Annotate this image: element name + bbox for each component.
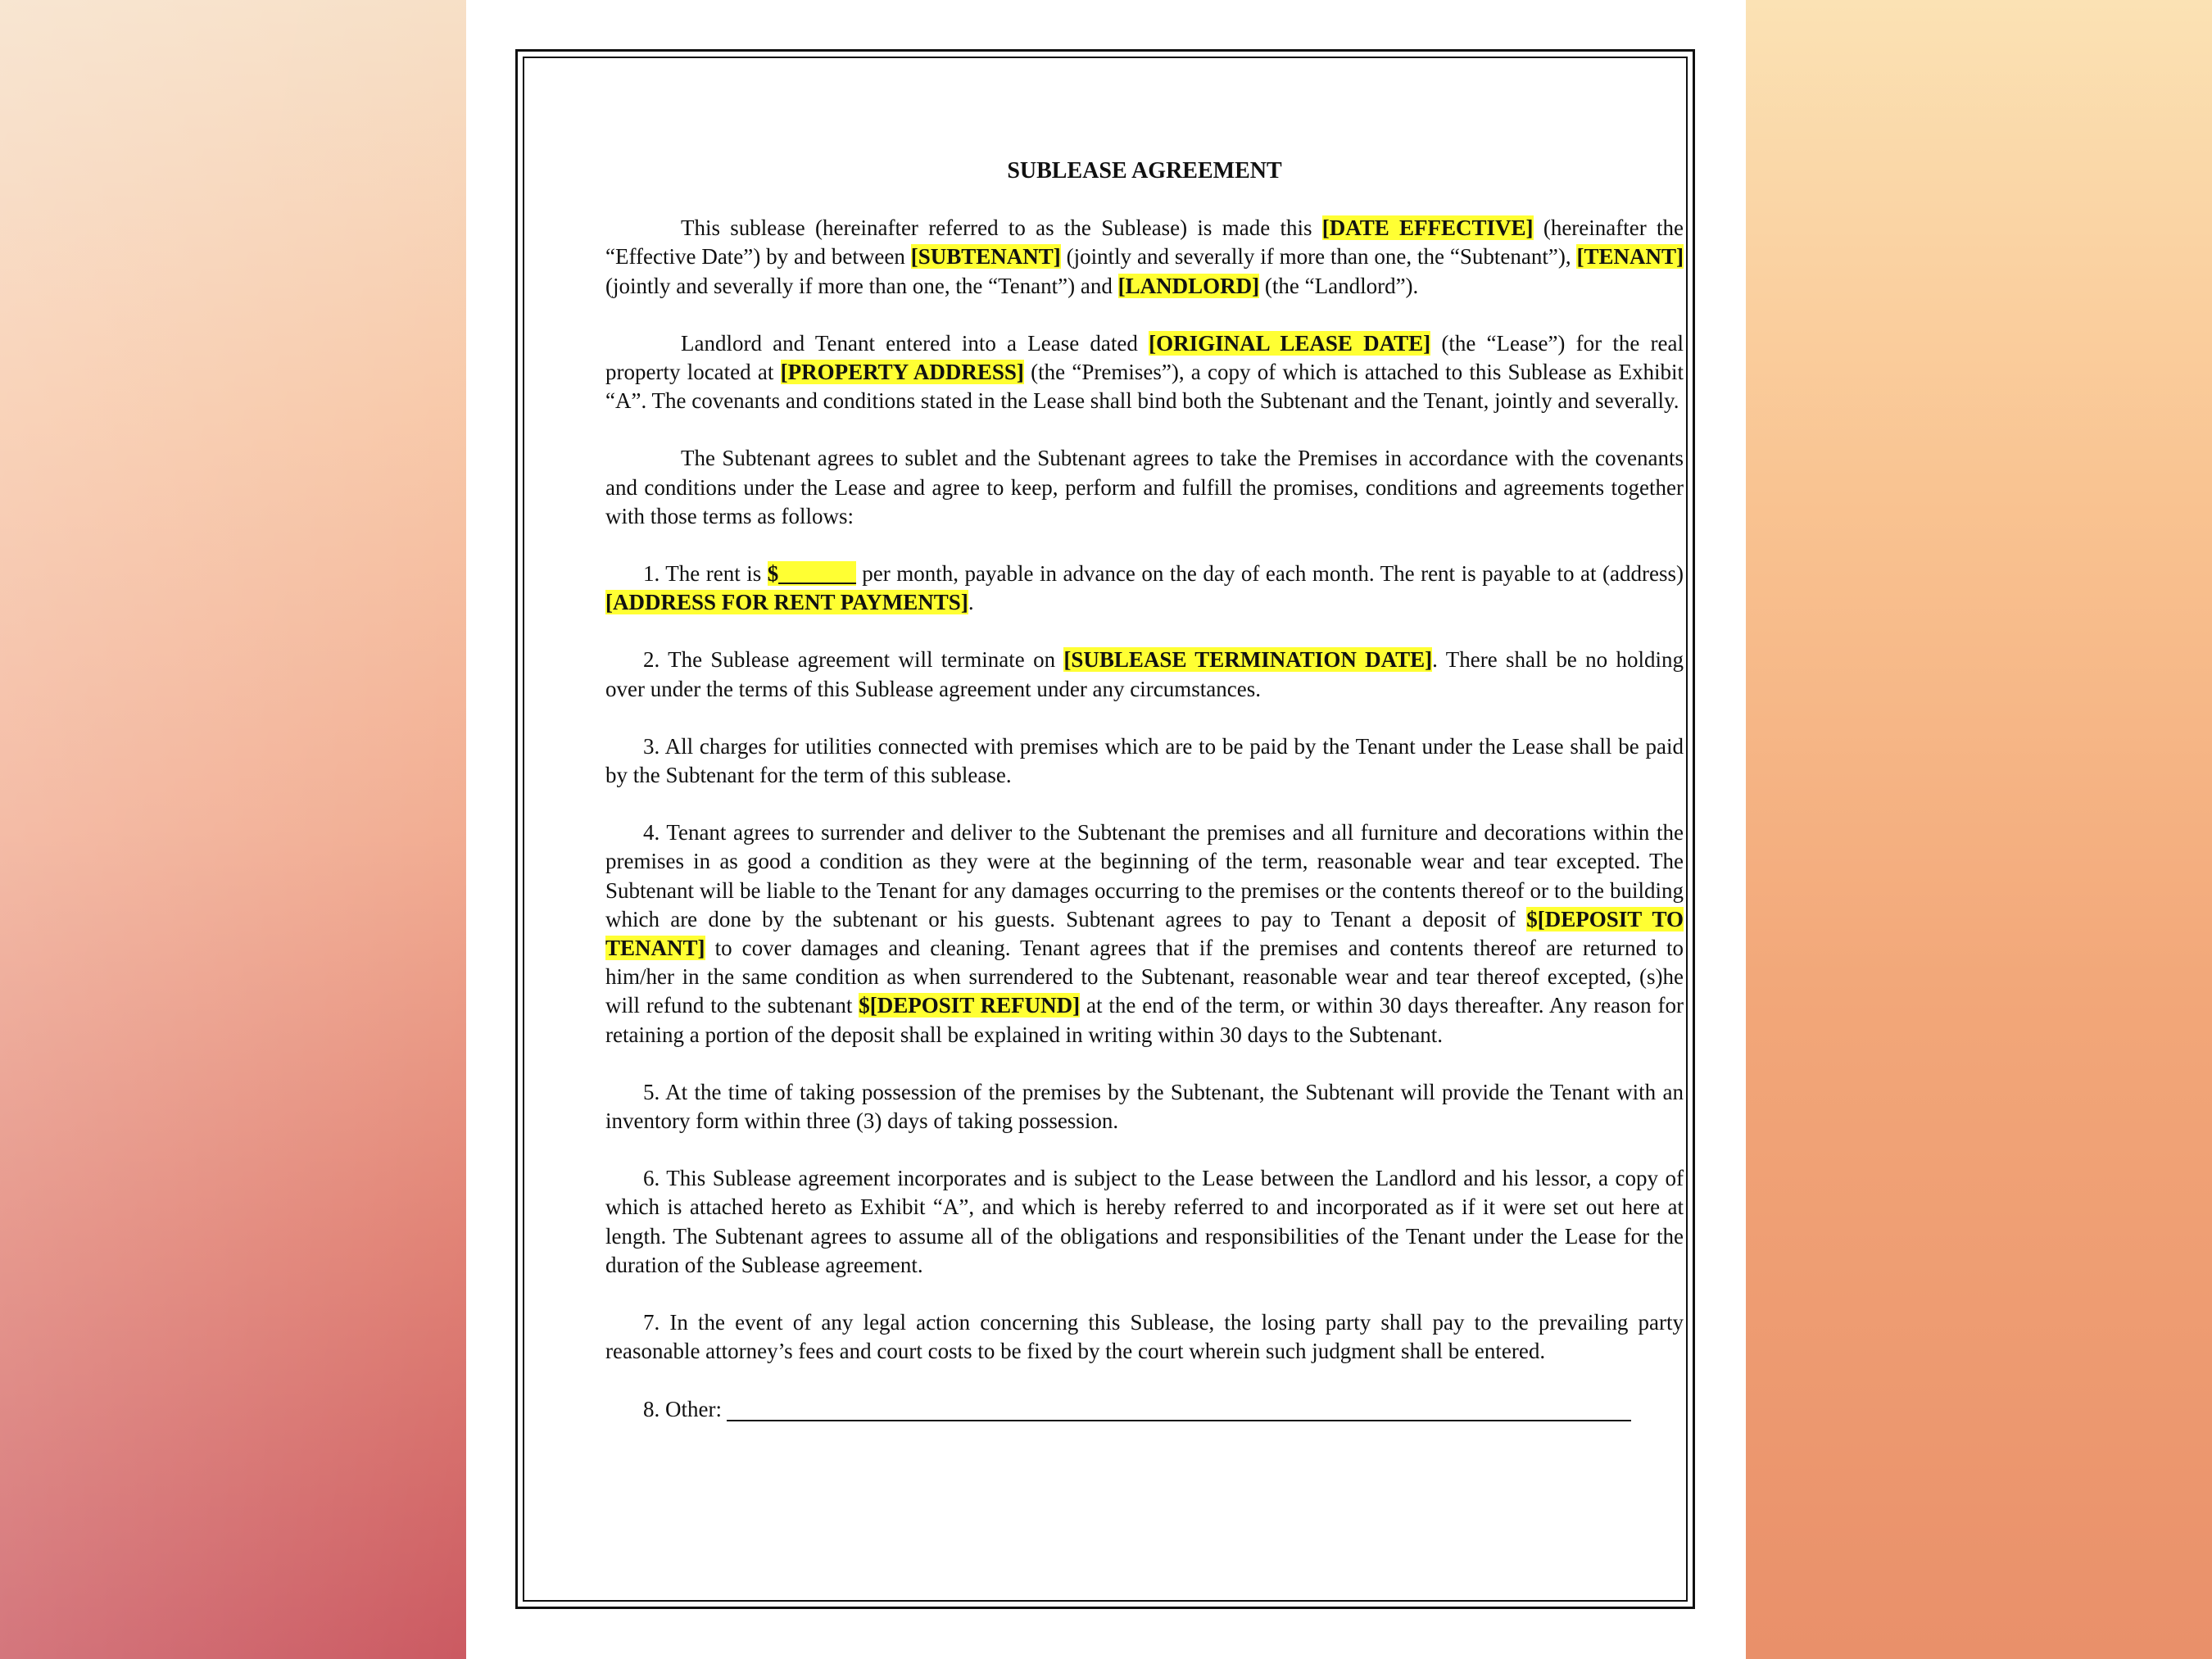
original-lease-date-field[interactable]: [ORIGINAL LEASE DATE] (1149, 330, 1431, 356)
document-page (466, 0, 1746, 1659)
clause-4-text-2: to cover damages and cleaning. Tenant agrees that if the premises and contents thereof are returned to him/her in the same condition as when surrendered to the Subtenant, reasonable wear and tear thereof excepted, (s)he will refund to the subtenant (605, 936, 1684, 1018)
clause-4-text-3: at the end of the term, or within 30 days thereafter. Any reason for retaining a portion of the deposit shall be explained in writing within 30 days to the Subtenant. (605, 993, 1684, 1047)
agreement-paragraph: The Subtenant agrees to sublet and the Subtenant agrees to take the Premises in accordance with the covenants and conditions under the Lease and agree to keep, perform and fulfill the promises, conditions and agreements together with those terms as follows: (605, 446, 1684, 528)
intro-text-2: (hereinafter the “Effective Date”) by and between (605, 215, 1684, 270)
clause-4-text-1: 4. Tenant agrees to surrender and deliver to the Subtenant the premises and all furniture and decorations within the premises in as good a condition as they were at the beginning of the term, reasonable wear and tear excepted. The Subtenant will be liable to the Tenant for any damages occurring to the premises or the contents thereof or to the building which are done by the subtenant or his guests. Subtenant agrees to pay to Tenant a deposit of (605, 820, 1684, 931)
intro-text-4: (jointly and severally if more than one, the “Tenant”) and (605, 273, 1118, 298)
date-effective-field[interactable]: [DATE EFFECTIVE] (1321, 215, 1534, 241)
lease-paragraph (605, 329, 1684, 416)
clause-5: 5. At the time of taking possession of the premises by the Subtenant, the Subtenant will provide the Tenant with an inventory form within three (3) days of taking possession. (605, 1079, 1684, 1134)
clause-6: 6. This Sublease agreement incorporates and is subject to the Lease between the Landlord and his lessor, a copy of which is attached hereto as Exhibit “A”, and which is hereby referred to and incorporated as if it were set out here at length. The Subtenant agrees to assume all of the obligations and responsibilities of the Tenant under the Lease for the duration of the Sublease agreement. (605, 1166, 1684, 1277)
rent-address-field[interactable]: [ADDRESS FOR RENT PAYMENTS] (605, 590, 968, 615)
clause-2-text-2: . There shall be no holding over under the terms of this Sublease agreement under any circumstances. (605, 647, 1684, 701)
tenant-field[interactable]: [TENANT] (1576, 244, 1684, 270)
termination-date-field[interactable]: [SUBLEASE TERMINATION DATE] (1063, 647, 1433, 673)
clause-1-text-2: per month, payable in advance on the day of each month. The rent is payable to at (address) (855, 561, 1684, 587)
intro-paragraph (605, 214, 1684, 301)
landlord-field[interactable]: [LANDLORD] (1117, 273, 1260, 298)
clause-3: 3. All charges for utilities connected with premises which are to be paid by the Tenant under the Lease shall be paid by the Subtenant for the term of this sublease. (605, 733, 1684, 788)
intro-text-5: (the “Landlord”). (1259, 273, 1419, 298)
intro-text-1: This sublease (hereinafter referred to as the Sublease) is made this (681, 215, 1322, 241)
lease-text-2: (the “Lease”) for the real property located at (605, 330, 1684, 385)
clause-7: 7. In the event of any legal action concerning this Sublease, the losing party shall pay to the prevailing party reasonable attorney’s fees and court costs to be fixed by the court wherein such judgment shall be entered. (605, 1310, 1684, 1364)
deposit-to-tenant-field[interactable]: $[DEPOSIT TO TENANT] (605, 906, 1684, 961)
document-body (605, 156, 1684, 1453)
clause-4 (605, 818, 1684, 1049)
lease-text-3: (the “Premises”), a copy of which is attached to this Sublease as Exhibit “A”. The covenants and conditions stated in the Lease shall bind both the Subtenant and the Tenant, jointly and severally. (605, 360, 1684, 414)
other-blank-line[interactable] (727, 1420, 1631, 1421)
rent-amount-field[interactable]: $_______ (767, 561, 856, 587)
clause-1-text-3: . (968, 590, 974, 615)
clause-2 (605, 646, 1684, 703)
lease-text-1: Landlord and Tenant entered into a Lease dated (681, 330, 1149, 356)
background-right (1746, 0, 2212, 1659)
clause-1-text-1: 1. The rent is (643, 561, 768, 587)
clause-8-label: 8. Other: (643, 1396, 722, 1421)
intro-text-3: (jointly and severally if more than one, the “Subtenant”), (1060, 244, 1577, 270)
subtenant-field[interactable]: [SUBTENANT] (910, 244, 1061, 270)
clause-8 (605, 1395, 1684, 1424)
clause-1 (605, 560, 1684, 617)
document-title: SUBLEASE AGREEMENT (1007, 158, 1282, 184)
clause-2-text-1: 2. The Sublease agreement will terminate on (643, 647, 1064, 673)
property-address-field[interactable]: [PROPERTY ADDRESS] (780, 360, 1024, 385)
deposit-refund-field[interactable]: $[DEPOSIT REFUND] (859, 993, 1081, 1018)
